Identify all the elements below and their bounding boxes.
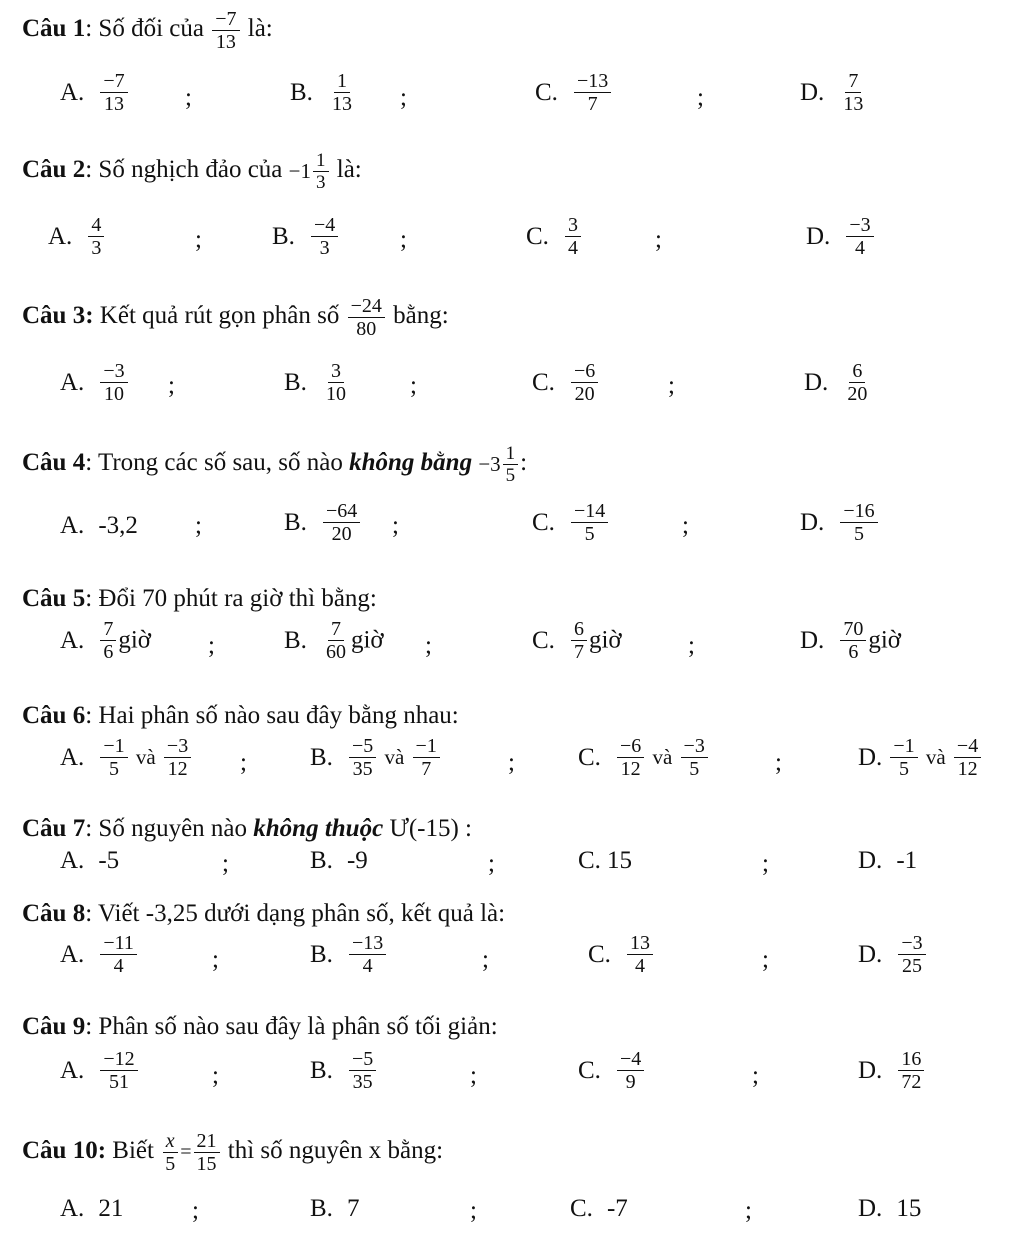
question-text: : Số nghịch đảo của (85, 156, 283, 184)
separator: ; (688, 632, 695, 659)
question-text-end: là: (247, 15, 273, 43)
q8-option-b[interactable]: B. $\frac{-13}{4}$ (310, 932, 388, 977)
separator: ; (482, 946, 489, 973)
separator: ; (240, 749, 247, 776)
question-text: : Số đối của (85, 15, 204, 43)
q10-option-a[interactable]: A. 21 (60, 1195, 124, 1222)
separator: ; (745, 1197, 752, 1224)
question-number: Câu 10: (22, 1137, 107, 1165)
q4-option-c[interactable]: C. $\frac{-14}{5}$ (532, 500, 610, 545)
question-text: : Hai phân số nào sau đây bằng nhau: (85, 702, 459, 729)
fraction: $\frac{-7}{13}$ (212, 8, 239, 53)
separator: ; (668, 372, 675, 399)
q9-option-a[interactable]: A. $\frac{-12}{51}$ (60, 1048, 140, 1093)
question-number: Câu 9 (22, 1013, 86, 1040)
question-text-end: thì số nguyên x bằng: (227, 1137, 444, 1165)
separator: ; (762, 946, 769, 973)
separator: ; (470, 1197, 477, 1224)
q8-option-c[interactable]: C. $\frac{13}{4}$ (588, 932, 655, 977)
separator: ; (508, 749, 515, 776)
q7-option-c[interactable]: C. 15 (578, 847, 632, 874)
q5-option-c[interactable]: C. $\frac{6}{7}$ giờ (532, 618, 622, 663)
separator: ; (192, 1197, 199, 1224)
q2-option-b[interactable]: B. $\frac{-4}{3}$ (272, 214, 340, 259)
q9-option-b[interactable]: B. $\frac{-5}{35}$ (310, 1048, 378, 1093)
q4-option-d[interactable]: D. $\frac{-16}{5}$ (800, 500, 880, 545)
separator: ; (392, 512, 399, 539)
question-8-title (22, 900, 505, 928)
q5-option-a[interactable]: A. $\frac{7}{6}$ giờ (60, 618, 151, 663)
separator: ; (212, 1062, 219, 1089)
question-2-title (22, 150, 362, 193)
question-text-end: là: (336, 156, 362, 184)
separator: ; (185, 84, 192, 111)
question-text: Kết quả rút gọn phân số (99, 302, 340, 330)
separator: ; (655, 226, 662, 253)
q1-option-d[interactable]: D. $\frac{7}{13}$ (800, 70, 864, 115)
equals-sign: = (180, 1141, 192, 1163)
q5-option-d[interactable]: D. $\frac{70}{6}$ giờ (800, 618, 901, 663)
separator: ; (425, 632, 432, 659)
separator: ; (488, 850, 495, 877)
question-text: : Đổi 70 phút ra giờ thì bằng: (85, 585, 377, 612)
question-text-end: : (520, 449, 528, 477)
q7-option-d[interactable]: D. -1 (858, 847, 918, 874)
question-text: : Phân số nào sau đây là phân số tối giản: (85, 1013, 498, 1040)
question-text-end: Ư(-15) : (389, 815, 473, 842)
q6-option-a[interactable]: A. $\frac{-1}{5}$ và $\frac{-3}{12}$ (60, 735, 193, 780)
question-4-title (22, 443, 527, 486)
separator: ; (195, 226, 202, 253)
q10-option-c[interactable]: C. -7 (570, 1195, 628, 1222)
separator: ; (752, 1062, 759, 1089)
question-1-title (22, 8, 273, 53)
question-7-title (22, 815, 472, 843)
question-6-title (22, 702, 459, 730)
q5-option-b[interactable]: B. $\frac{7}{60}$ giờ (284, 618, 384, 663)
question-text: : Trong các số sau, số nào (85, 449, 343, 477)
question-9-title (22, 1013, 498, 1041)
q4-option-a[interactable]: A. -3,2 (60, 512, 138, 539)
separator: ; (762, 850, 769, 877)
q3-option-a[interactable]: A. $\frac{-3}{10}$ (60, 360, 130, 405)
fraction-21-over-15: $\frac{21}{15}$ (194, 1130, 220, 1175)
question-number: Câu 8 (22, 900, 86, 927)
separator: ; (775, 749, 782, 776)
mixed-number: −3 $\frac{1}{5}$ (478, 443, 520, 486)
question-number: Câu 4 (22, 449, 86, 477)
q4-option-b[interactable]: B. $\frac{-64}{20}$ (284, 500, 362, 545)
q1-option-a[interactable]: A. $\frac{-7}{13}$ (60, 70, 130, 115)
q7-option-a[interactable]: A. -5 (60, 847, 120, 874)
separator: ; (470, 1062, 477, 1089)
fraction: $\frac{-24}{80}$ (348, 295, 385, 340)
question-text: : Viết -3,25 dưới dạng phân số, kết quả là: (85, 900, 506, 927)
q3-option-b[interactable]: B. $\frac{3}{10}$ (284, 360, 346, 405)
q8-option-d[interactable]: D. $\frac{-3}{25}$ (858, 932, 928, 977)
emphasis-text: không bằng (349, 449, 473, 477)
q2-option-c[interactable]: C. $\frac{3}{4}$ (526, 214, 583, 259)
separator: ; (400, 226, 407, 253)
q1-option-c[interactable]: C. $\frac{-13}{7}$ (535, 70, 613, 115)
separator: ; (212, 946, 219, 973)
q10-option-d[interactable]: D. 15 (858, 1195, 922, 1222)
separator: ; (697, 84, 704, 111)
question-10-title (22, 1130, 443, 1175)
fraction-x-over-5: $\frac{x}{5}$ (162, 1130, 178, 1175)
question-number: Câu 5 (22, 585, 86, 612)
question-number: Câu 7 (22, 815, 86, 842)
q10-option-b[interactable]: B. 7 (310, 1195, 360, 1222)
separator: ; (168, 372, 175, 399)
q9-option-d[interactable]: D. $\frac{16}{72}$ (858, 1048, 926, 1093)
q7-option-b[interactable]: B. -9 (310, 847, 368, 874)
question-3-title (22, 295, 449, 340)
question-number: Câu 1 (22, 15, 86, 43)
separator: ; (195, 512, 202, 539)
mixed-number: −1 $\frac{1}{3}$ (289, 150, 331, 193)
question-number: Câu 3: (22, 302, 94, 330)
q6-option-c[interactable]: C. $\frac{-6}{12}$ và $\frac{-3}{5}$ (578, 735, 710, 780)
emphasis-text: không thuộc (253, 815, 384, 842)
question-text: : Số nguyên nào (85, 815, 248, 842)
q2-option-d[interactable]: D. $\frac{-3}{4}$ (806, 214, 876, 259)
q6-option-b[interactable]: B. $\frac{-5}{35}$ và $\frac{-1}{7}$ (310, 735, 442, 780)
question-number: Câu 6 (22, 702, 86, 729)
question-5-title (22, 585, 377, 613)
q8-option-a[interactable]: A. $\frac{-11}{4}$ (60, 932, 139, 977)
separator: ; (682, 512, 689, 539)
separator: ; (222, 850, 229, 877)
question-text-end: bằng: (393, 302, 449, 330)
q6-option-d[interactable]: D. $\frac{-1}{5}$ và $\frac{-4}{12}$ (858, 735, 983, 780)
separator: ; (400, 84, 407, 111)
q3-option-d[interactable]: D. $\frac{6}{20}$ (804, 360, 868, 405)
separator: ; (208, 632, 215, 659)
question-number: Câu 2 (22, 156, 86, 184)
q2-option-a[interactable]: A. $\frac{4}{3}$ (48, 214, 106, 259)
separator: ; (410, 372, 417, 399)
q1-option-b[interactable]: B. $\frac{1}{13}$ (290, 70, 352, 115)
question-text: Biết (112, 1137, 154, 1165)
q3-option-c[interactable]: C. $\frac{-6}{20}$ (532, 360, 600, 405)
q9-option-c[interactable]: C. $\frac{-4}{9}$ (578, 1048, 646, 1093)
